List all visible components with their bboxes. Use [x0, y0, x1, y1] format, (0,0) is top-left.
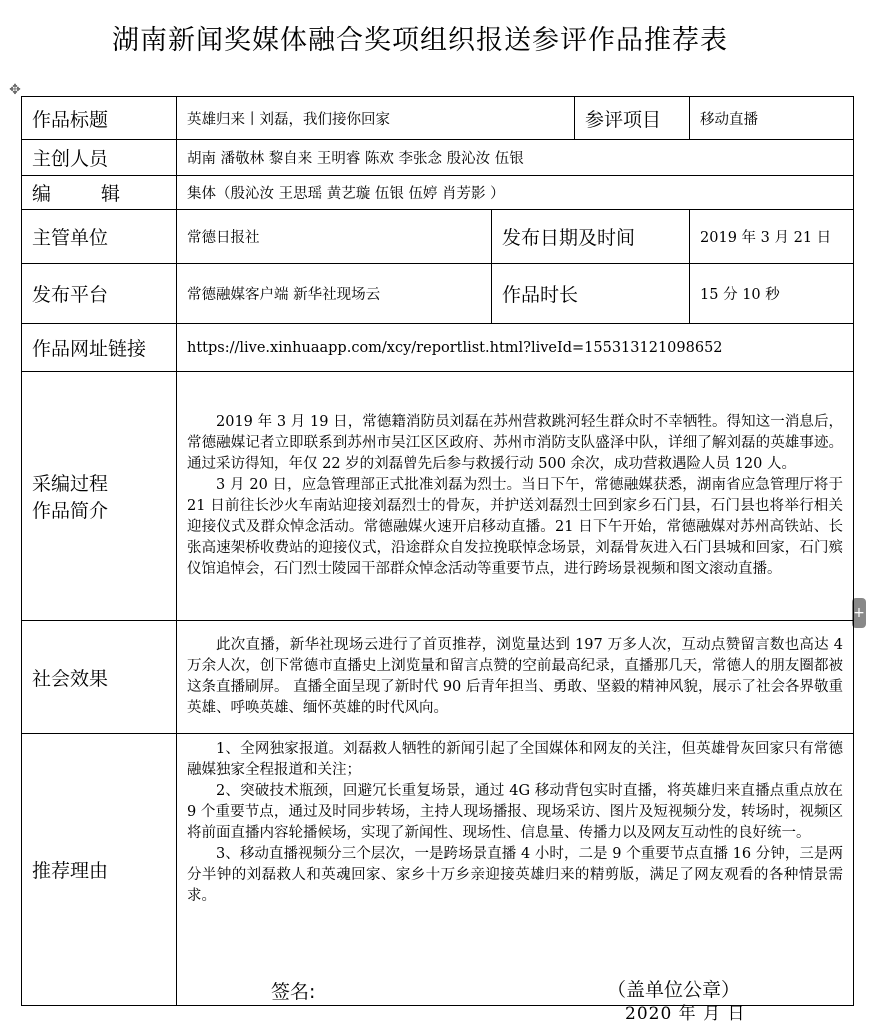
- reason-paragraph: 3、移动直播视频分三个层次，一是跨场景直播 4 小时，二是 9 个重要节点直播 16 分钟，三是两分半钟的刘磊救人和英魂回家、家乡十万乡亲迎接英雄归来的精剪版，满足了网友观看的各种情景需求。: [187, 845, 844, 904]
- process-text: [177, 372, 854, 621]
- process-label-line1: 采编过程: [32, 473, 109, 495]
- creators-value: 胡南 潘敬林 黎自来 王明睿 陈欢 李张念 殷沁汝 伍银: [177, 140, 854, 176]
- signature-label: 签名:: [271, 980, 316, 1003]
- platform-value: 常德融媒客户端 新华社现场云: [177, 264, 492, 324]
- move-handle-icon[interactable]: ✥: [9, 82, 21, 98]
- process-paragraph: 3 月 20 日，应急管理部正式批准刘磊为烈士。当日下午，常德融媒获悉，湖南省应急管理厅将于 21 日前往长沙火车南站迎接刘磊烈士的骨灰，并护送刘磊烈士回到家乡石门县，石门县也将举行相关迎接仪式及群众悼念活动。常德融媒火速开启移动直播。21 日下午开始，常德融媒对苏州高铁站、长张高速架桥收费站的迎接仪式，沿途群众自发拉挽联悼念场景，刘磊骨灰进入石门县城和回家，石门殡仪馆追悼会，石门烈士陵园干部群众悼念活动等重要节点，进行跨场景视频和图文滚动直播。: [187, 477, 844, 577]
- row-supervisor: [22, 210, 854, 264]
- editor-label: 编 辑: [22, 176, 177, 210]
- row-url: [22, 324, 854, 372]
- reason-label: 推荐理由: [22, 734, 177, 1006]
- supervisor-label: 主管单位: [22, 210, 177, 264]
- work-title-value: 英雄归来丨刘磊，我们接你回家: [177, 97, 575, 140]
- category-value: 移动直播: [690, 97, 854, 140]
- publish-date-label: 发布日期及时间: [492, 210, 690, 264]
- editor-value: 集体（殷沁汝 王思瑶 黄艺璇 伍银 伍婷 肖芳影 ）: [177, 176, 854, 210]
- duration-value: 15 分 10 秒: [690, 264, 854, 324]
- process-label: [22, 372, 177, 621]
- row-creators: [22, 140, 854, 176]
- url-label: 作品网址链接: [22, 324, 177, 372]
- seal-label: （盖单位公章）: [607, 978, 741, 1001]
- sign-date: 2020 年 月 日: [625, 1003, 746, 1024]
- category-label: 参评项目: [575, 97, 690, 140]
- row-effect: [22, 621, 854, 734]
- url-value[interactable]: https://live.xinhuaapp.com/xcy/reportlist.html?liveId=155313121098652: [177, 324, 854, 372]
- work-title-label: 作品标题: [22, 97, 177, 140]
- process-label-line2: 作品简介: [32, 500, 109, 522]
- reason-text: [177, 734, 854, 1024]
- row-process: [22, 372, 854, 621]
- row-platform: [22, 264, 854, 324]
- effect-paragraph: 此次直播，新华社现场云进行了首页推荐，浏览量达到 197 万多人次，互动点赞留言数也高达 4 万余人次，创下常德市直播史上浏览量和留言点赞的空前最高纪录，直播那几天，常德人的朋友圈都被这条直播刷屏。 直播全面呈现了新时代 90 后青年担当、勇敢、坚毅的精神风貌，展示了社会各界敬重英雄、呼唤英雄、缅怀英雄的时代风向。: [187, 637, 844, 716]
- supervisor-value: 常德日报社: [177, 210, 492, 264]
- reason-paragraph: 2、突破技术瓶颈，回避冗长重复场景，通过 4G 移动背包实时直播，将英雄归来直播点重点放在 9 个重要节点，通过及时同步转场，主持人现场播报、现场采访、图片及短视频分发，转场时，视频区将前面直播内容轮播候场，实现了新闻性、现场性、信息量、传播力以及网友互动性的良好统一。: [187, 782, 844, 841]
- page-title: 湖南新闻奖媒体融合奖项组织报送参评作品推荐表: [112, 25, 728, 56]
- reason-paragraph: 1、全网独家报道。刘磊救人牺牲的新闻引起了全国媒体和网友的关注，但英雄骨灰回家只有常德融媒独家全程报道和关注；: [187, 740, 844, 778]
- row-work-title: [22, 97, 854, 140]
- platform-label: 发布平台: [22, 264, 177, 324]
- effect-label: 社会效果: [22, 621, 177, 734]
- duration-label: 作品时长: [492, 264, 690, 324]
- row-editor: [22, 176, 854, 210]
- creators-label: 主创人员: [22, 140, 177, 176]
- row-reason: [22, 734, 854, 1006]
- recommendation-form: [21, 96, 854, 1024]
- publish-date-value: 2019 年 3 月 21 日: [690, 210, 854, 264]
- effect-text: [177, 621, 854, 734]
- expand-handle-icon[interactable]: +: [852, 598, 866, 628]
- process-paragraph: 2019 年 3 月 19 日，常德籍消防员刘磊在苏州营救跳河轻生群众时不幸牺牲。得知这一消息后，常德融媒记者立即联系到苏州市吴江区区政府、苏州市消防支队盛泽中队，详细了解刘磊的英雄事迹。通过采访得知，年仅 22 岁的刘磊曾先后参与救援行动 500 余次，成功营救遇险人员 120 人。: [187, 414, 844, 472]
